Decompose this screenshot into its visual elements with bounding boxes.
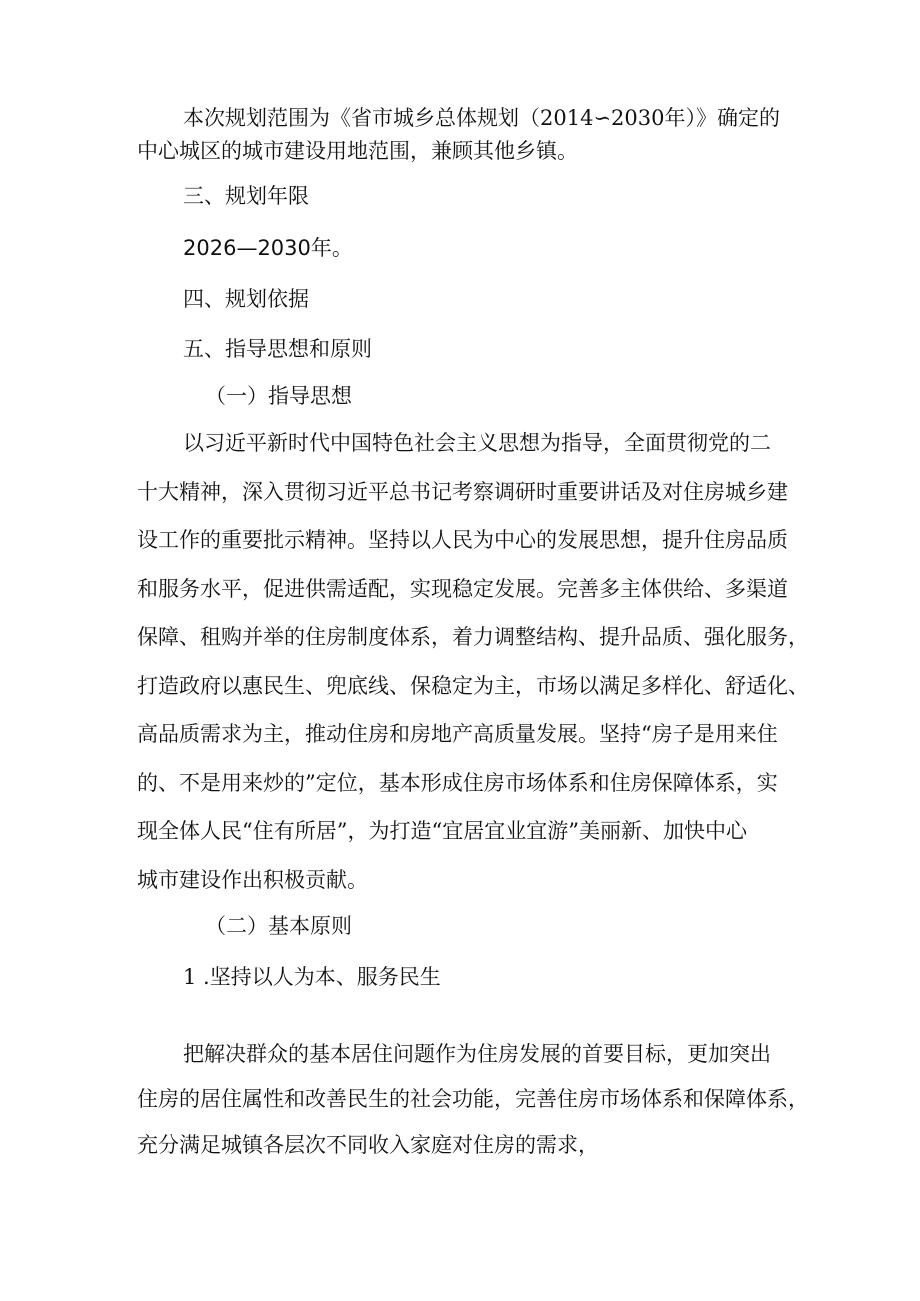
scope-paragraph-line-1: 本次规划范围为《省市城乡总体规划（2014∽2030年）》确定的 — [183, 106, 780, 130]
guide-paragraph-line-7: 高品质需求为主，推动住房和房地产高质量发展。坚持“房子是用来住 — [137, 722, 778, 746]
guide-paragraph-line-10: 城市建设作出积极贡献。 — [137, 868, 368, 892]
heading-five: 五、指导思想和原则 — [183, 337, 372, 361]
guide-paragraph-line-8: 的、不是用来炒的”定位，基本形成住房市场体系和住房保障体系，实 — [137, 771, 778, 795]
heading-three: 三、规划年限 — [183, 184, 309, 208]
guide-paragraph-line-6: 打造政府以惠民生、兜底线、保稳定为主，市场以满足多样化、舒适化、 — [137, 674, 809, 698]
guide-paragraph-line-4: 和服务水平，促进供需适配，实现稳定发展。完善多主体供给、多渠道 — [137, 577, 788, 601]
subheading-basic-principles: （二）基本原则 — [205, 914, 352, 938]
guide-paragraph-line-3: 设工作的重要批示精神。坚持以人民为中心的发展思想，提升住房品质 — [137, 528, 788, 552]
principle-paragraph-line-2: 住房的居住属性和改善民生的社会功能，完善住房市场体系和保障体系， — [137, 1087, 809, 1111]
principle-paragraph-line-1: 把解决群众的基本居住问题作为住房发展的首要目标，更加突出 — [183, 1042, 771, 1066]
principle-one-heading: 1 .坚持以人为本、服务民生 — [183, 965, 441, 989]
guide-paragraph-line-5: 保障、租购并举的住房制度体系，着力调整结构、提升品质、强化服务， — [137, 625, 809, 649]
plan-years: 2026—2030年。 — [183, 236, 353, 260]
subheading-guiding-thought: （一）指导思想 — [205, 384, 352, 408]
principle-paragraph-line-3: 充分满足城镇各层次不同收入家庭对住房的需求， — [137, 1133, 599, 1157]
scope-paragraph-line-2: 中心城区的城市建设用地范围，兼顾其他乡镇。 — [137, 139, 578, 163]
guide-paragraph-line-1: 以习近平新时代中国特色社会主义思想为指导，全面贯彻党的二 — [183, 431, 771, 455]
heading-four: 四、规划依据 — [183, 287, 309, 311]
guide-paragraph-line-2: 十大精神，深入贯彻习近平总书记考察调研时重要讲话及对住房城乡建 — [137, 480, 788, 504]
guide-paragraph-line-9: 现全体人民“住有所居”，为打造“宜居宜业宜游”美丽新、加快中心 — [137, 819, 747, 843]
